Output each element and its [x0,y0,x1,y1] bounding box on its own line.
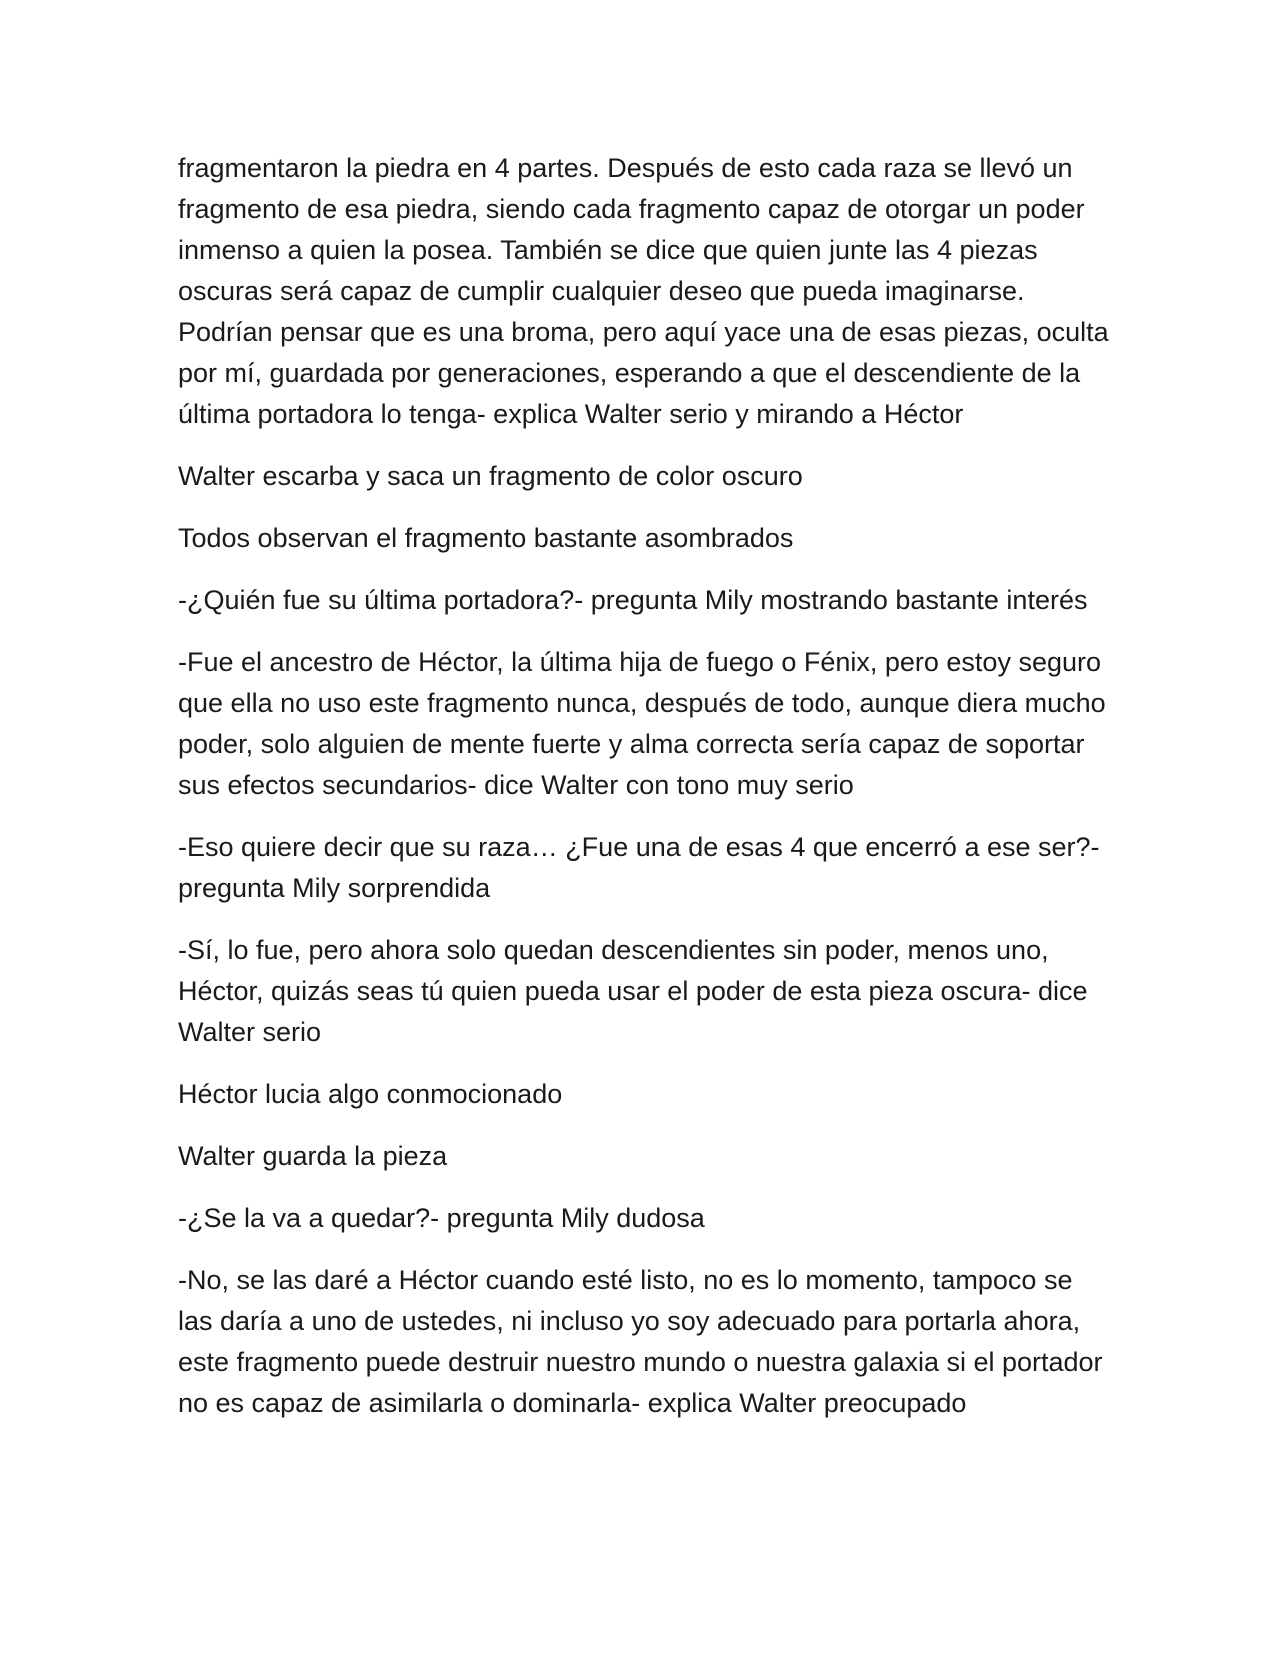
paragraph: -Fue el ancestro de Héctor, la última hija de fuego o Fénix, pero estoy seguro que ella no uso este fragmento nunca, después de todo, aunque diera mucho poder, solo alguien de mente fuerte y alma correcta sería capaz de soportar sus efectos secundarios- dice Walter con tono muy serio [178,647,1106,800]
paragraph: Héctor lucia algo conmocionado [178,1079,563,1109]
paragraph: Walter escarba y saca un fragmento de color oscuro [178,461,803,491]
paragraph: -No, se las daré a Héctor cuando esté listo, no es lo momento, tampoco se las daría a uno de ustedes, ni incluso yo soy adecuado para portarla ahora, este fragmento puede destruir nuestro mundo o nuestra galaxia si el portador no es capaz de asimilarla o dominarla- explica Walter preocupado [178,1265,1103,1418]
paragraph: -Eso quiere decir que su raza… ¿Fue una de esas 4 que encerró a ese ser?- pregunta Mily sorprendida [178,832,1100,903]
paragraph: Todos observan el fragmento bastante asombrados [178,523,794,553]
paragraph: -¿Se la va a quedar?- pregunta Mily dudosa [178,1203,705,1233]
paragraph: -¿Quién fue su última portadora?- pregunta Mily mostrando bastante interés [178,585,1088,615]
paragraph: Walter guarda la pieza [178,1141,448,1171]
paragraph: -Sí, lo fue, pero ahora solo quedan descendientes sin poder, menos uno, Héctor, quizás seas tú quien pueda usar el poder de esta pieza oscura- dice Walter serio [178,935,1088,1047]
paragraph: fragmentaron la piedra en 4 partes. Después de esto cada raza se llevó un fragmento de esa piedra, siendo cada fragmento capaz de otorgar un poder inmenso a quien la posea. También se dice que quien junte las 4 piezas oscuras será capaz de cumplir cualquier deseo que pueda imaginarse. Podrían pensar que es una broma, pero aquí yace una de esas piezas, oculta por mí, guardada por generaciones, esperando a que el descendiente de la última portadora lo tenga- explica Walter serio y mirando a Héctor [178,153,1109,429]
document-body [178,148,1113,1445]
